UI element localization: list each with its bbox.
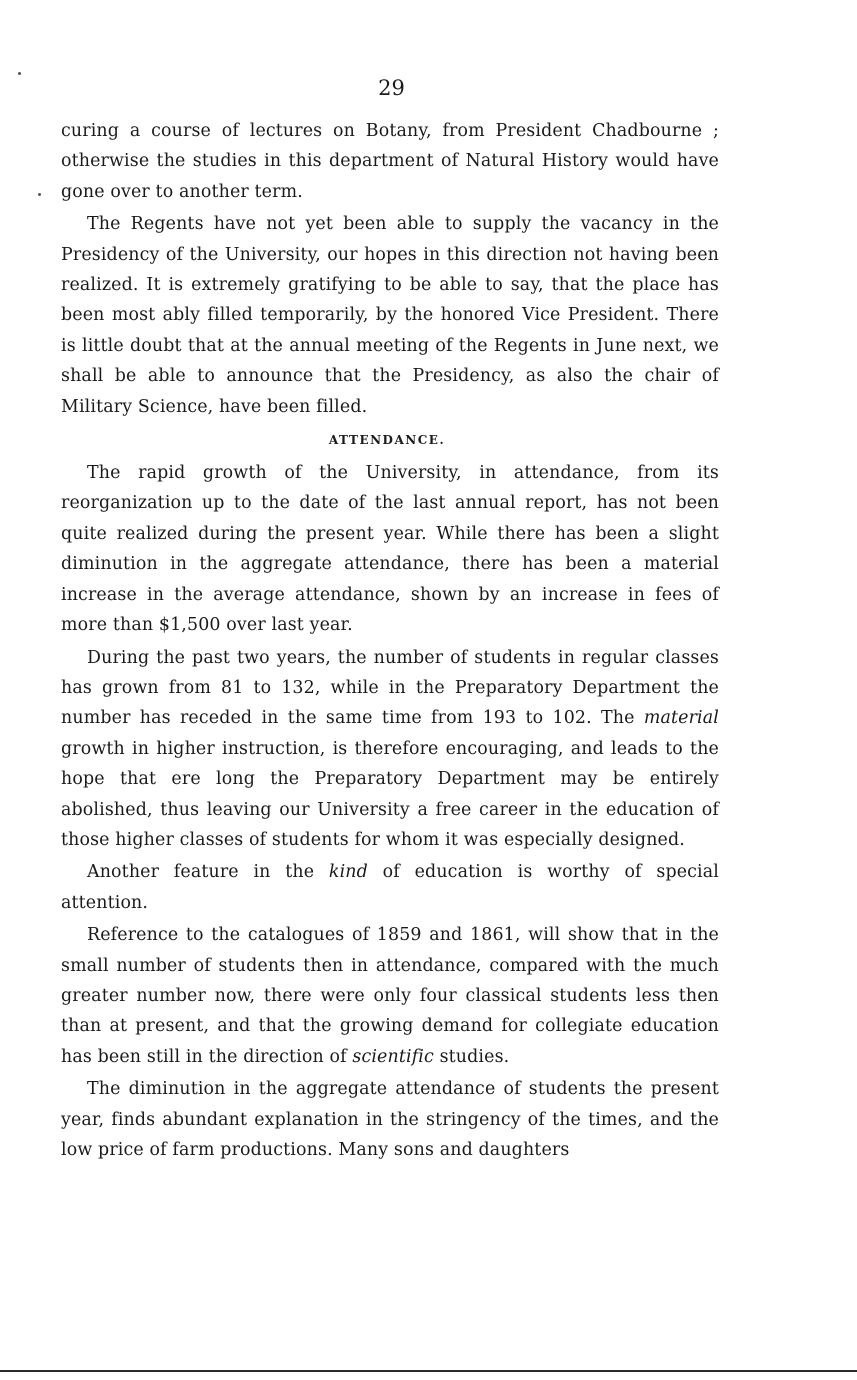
- italic-text: scientific: [352, 1046, 434, 1067]
- paragraph: [61, 1074, 719, 1165]
- paragraph: [61, 116, 719, 207]
- scan-speck: [38, 193, 41, 196]
- section-heading: ATTENDANCE.: [328, 433, 446, 448]
- scan-speck: [18, 72, 21, 75]
- body-text: [61, 116, 719, 1165]
- paragraph: [61, 458, 719, 640]
- paragraph-text: studies.: [433, 1046, 510, 1067]
- paragraph: [61, 209, 719, 422]
- paragraph-text: Reference to the catalogues of 1859 and 1861, will show that in the small number of students then in attendance, compared with the much greater number now, there were only four classical students less then than at present, and that the growing demand for collegiate education has been still in the direction of: [61, 925, 719, 1067]
- paragraph-text: The Regents have not yet been able to supply the vacancy in the Presidency of the University, our hopes in this direction not having been realized. It is extremely gratifying to be able to say, that the place has been most ably filled temporarily, by the honored Vice President. There is little doubt that at the annual meeting of the Regents in June next, we shall be able to announce that the Presidency, as also the chair of Military Science, have been filled.: [61, 214, 719, 417]
- paragraph: [61, 643, 719, 856]
- page-number: 29: [378, 76, 405, 100]
- paragraph: [61, 920, 719, 1072]
- paragraph: [61, 857, 719, 918]
- paragraph-text: The diminution in the aggregate attendance of students the present year, finds abundant explanation in the stringency of the times, and the low price of farm productions. Many sons and daughters: [61, 1079, 719, 1160]
- paragraph-text: growth in higher instruction, is therefore encouraging, and leads to the hope that ere long the Preparatory Department may be entirely abolished, thus leaving our University a free career in the education of those higher classes of students for whom it was especially designed.: [61, 738, 719, 850]
- paragraph-text: curing a course of lectures on Botany, from President Chadbourne ; otherwise the studies in this department of Natural History would have gone over to another term.: [61, 121, 719, 202]
- paragraph-text: Another feature in the: [87, 862, 329, 883]
- italic-text: kind: [328, 862, 368, 883]
- page-bottom-edge: [0, 1370, 857, 1372]
- italic-text: material: [643, 708, 719, 729]
- paragraph-text: The rapid growth of the University, in attendance, from its reorganization up to the date of the last annual report, has not been quite realized during the present year. While there has been a slight diminution in the aggregate attendance, there has been a material increase in the average attendance, shown by an increase in fees of more than $1,500 over last year.: [61, 463, 719, 636]
- paragraph-text: During the past two years, the number of students in regular classes has grown from 81 to 132, while in the Preparatory Department the number has receded in the same time from 193 to 102. The: [61, 647, 719, 729]
- paragraph-text: of education is worthy of special attention.: [61, 862, 719, 913]
